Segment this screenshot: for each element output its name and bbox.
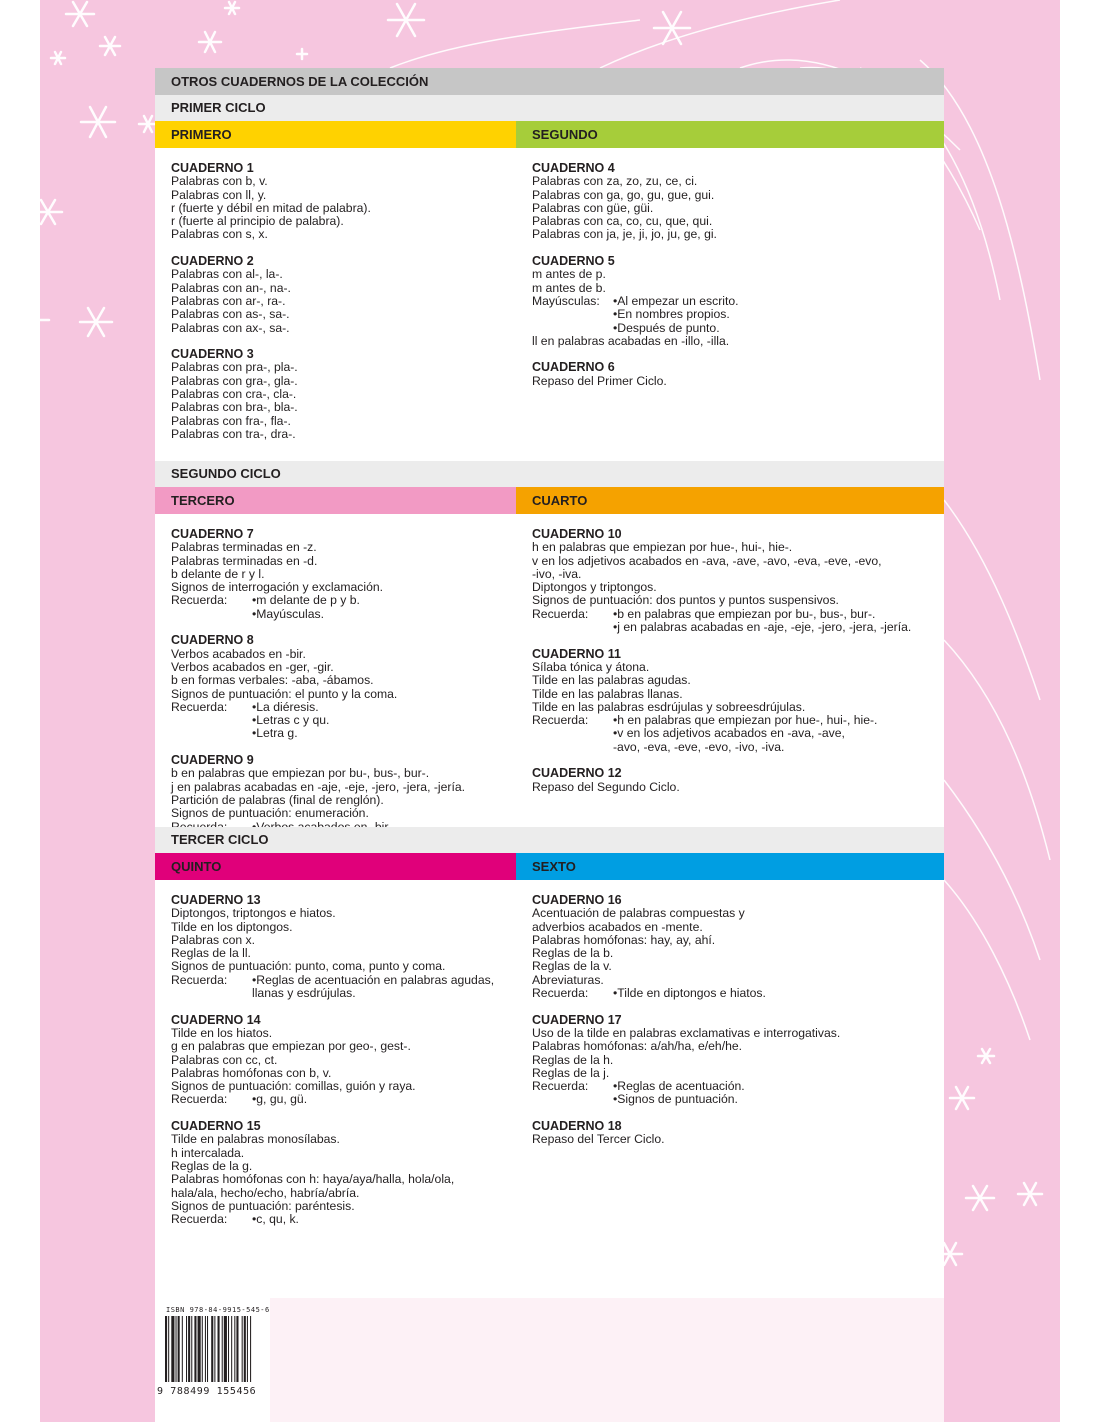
line-text: •Signos de puntuación. [613,1092,738,1107]
cuaderno-title: CUADERNO 15 [171,1119,261,1134]
cuadernos-column-right [516,880,944,1248]
cuaderno-title: CUADERNO 10 [532,527,622,541]
line-text: Palabras con cra-, cla-. [171,387,297,402]
barcode-bar [168,1316,169,1382]
cuaderno-entry [171,634,516,740]
cuaderno-line [171,1040,516,1053]
line-text: •Reglas de acentuación en palabras agudas, [252,972,495,987]
line-text: Diptongos y triptongos. [532,580,657,595]
line-text: Signos de puntuación: el punto y la coma. [171,686,398,701]
line-text: •m delante de p y b. [252,593,360,608]
cuaderno-line [171,202,516,215]
cuaderno-line [171,674,516,687]
cuaderno-line [532,1067,944,1080]
line-text: Palabras terminadas en -z. [171,540,317,555]
cuadernos-columns [155,148,944,461]
line-key: Recuerda: [171,972,228,987]
cuaderno-line [171,215,516,228]
line-text: Reglas de la b. [532,946,614,961]
cuaderno-entry [532,648,944,754]
barcode-bar [178,1316,180,1382]
barcode-bar [211,1316,213,1382]
line-text: Palabras con gra-, gla-. [171,373,298,388]
line-text: •c, qu, k. [252,1212,299,1227]
line-text: Palabras con ca, co, cu, que, qui. [532,214,713,229]
line-text: Signos de puntuación: enumeración. [171,806,369,821]
line-text: Tilde en los diptongos. [171,919,293,934]
cuaderno-line [171,661,516,674]
bottom-strip [270,1298,944,1422]
grade-row [155,121,944,148]
cuaderno-line [171,1133,516,1146]
barcode-bar [191,1316,192,1382]
cuaderno-line [171,701,516,714]
cuaderno-line [532,781,944,794]
grade-label-right: CUARTO [516,487,944,514]
cuaderno-line [532,974,944,987]
barcode-bar [205,1316,206,1382]
cuaderno-line [171,1080,516,1093]
cuaderno-line [532,1054,944,1067]
cuaderno-entry [171,162,516,242]
barcode-bar [224,1316,227,1382]
line-text: h intercalada. [171,1145,245,1160]
barcode-bar [228,1316,229,1382]
collection-header: OTROS CUADERNOS DE LA COLECCIÓN [155,68,944,95]
line-text: m antes de b. [532,280,606,295]
line-text: Tilde en palabras monosílabas. [171,1132,340,1147]
barcode-digits: 9 788499 155456 [157,1386,257,1397]
line-text: Reglas de la j. [532,1065,610,1080]
line-text: •Después de punto. [613,320,720,335]
cuaderno-entry [171,894,516,1000]
line-key: Recuerda: [532,986,589,1001]
line-text: Reglas de la ll. [171,946,251,961]
cuaderno-line [532,308,944,321]
cuaderno-line [532,541,944,554]
isbn-text: ISBN 978-84-9915-545-6 [166,1306,270,1314]
barcode-bar [247,1316,248,1382]
line-text: Tilde en las palabras agudas. [532,673,691,688]
cuaderno-line [171,1027,516,1040]
line-text: Palabras con ll, y. [171,187,267,202]
line-text: Diptongos, triptongos e hiatos. [171,906,336,921]
cuaderno-line [171,974,516,987]
cuaderno-line [532,268,944,281]
grade-row [155,487,944,514]
barcode-bar [231,1316,232,1382]
cuaderno-line [171,1213,516,1226]
cuaderno-line [171,727,516,740]
cuadernos-columns [155,514,944,827]
barcode-bar [176,1316,177,1382]
cuaderno-line [532,934,944,947]
line-text: Palabras con bra-, bla-. [171,400,298,415]
line-text: Signos de interrogación y exclamación. [171,580,384,595]
line-text: Tilde en los hiatos. [171,1025,273,1040]
barcode-icon [165,1316,259,1386]
line-text: Verbos acabados en -ger, -gir. [171,659,334,674]
cuaderno-line [171,794,516,807]
cuaderno-entry [532,1120,944,1147]
line-text: Reglas de la v. [532,959,612,974]
line-text: Reglas de la g. [171,1158,253,1173]
grade-label-left: TERCERO [155,487,516,514]
cuaderno-line [171,960,516,973]
line-text: Palabras terminadas en -d. [171,553,318,568]
cuaderno-line [532,375,944,388]
cuaderno-line [171,415,516,428]
cuaderno-line [171,1054,516,1067]
cuaderno-line [532,175,944,188]
cuaderno-entry [532,162,944,242]
cuaderno-title: CUADERNO 8 [171,633,254,648]
cuaderno-line [532,295,944,308]
cuaderno-line [532,228,944,241]
cuaderno-line [171,401,516,414]
cuaderno-line [532,1080,944,1093]
cuaderno-line [171,1160,516,1173]
cuaderno-line [171,648,516,661]
cuaderno-line [171,767,516,780]
cycle-section [155,461,944,827]
cuaderno-entry [171,348,516,441]
cuaderno-line [171,1147,516,1160]
cuaderno-entry [532,528,944,634]
line-text: ll en palabras acabadas en -illo, -illa. [532,333,730,348]
barcode-area [155,1298,270,1422]
line-text: Palabras con as-, sa-. [171,307,290,322]
line-text: r (fuerte al principio de palabra). [171,214,344,229]
line-text: Verbos acabados en -bir. [171,646,306,661]
line-key: Recuerda: [532,713,589,728]
cuaderno-line [532,701,944,714]
grade-label-left: QUINTO [155,853,516,880]
cuaderno-line [532,282,944,295]
collection-panel [155,68,944,1422]
cuaderno-entry [171,255,516,335]
cuaderno-line [171,1187,516,1200]
cuaderno-title: CUADERNO 13 [171,893,261,907]
cuaderno-line [532,189,944,202]
line-text: •h en palabras que empiezan por hue-, hui-, hie-. [613,713,878,728]
barcode-bar [202,1316,203,1382]
cuaderno-title: CUADERNO 6 [532,360,615,375]
cycle-section [155,95,944,461]
cuaderno-line [532,1027,944,1040]
cuaderno-line [171,189,516,202]
line-text: Palabras con za, zo, zu, ce, ci. [532,174,698,189]
line-text: Signos de puntuación: punto, coma, punto y coma. [171,959,446,974]
line-text: Repaso del Primer Ciclo. [532,373,667,388]
cuaderno-line [171,555,516,568]
barcode-bar [198,1316,201,1382]
line-text: b en formas verbales: -aba, -ábamos. [171,673,374,688]
cuaderno-line [532,215,944,228]
barcode-bar [234,1316,235,1382]
line-text: h en palabras que empiezan por hue-, hui-, hie-. [532,540,793,555]
cuaderno-line [532,594,944,607]
cycle-title: SEGUNDO CICLO [155,461,944,487]
line-text: b delante de r y l. [171,566,265,581]
line-text: •Letra g. [252,726,298,741]
line-text: Palabras con ga, go, gu, gue, gui. [532,187,715,202]
cuaderno-line [171,921,516,934]
cuaderno-line [171,568,516,581]
line-text: Palabras homófonas con h: haya/aya/halla, hola/ola, [171,1172,455,1187]
cycles-container [155,95,944,1248]
cuaderno-line [532,661,944,674]
barcode-bar [188,1316,190,1382]
cuaderno-line [532,741,944,754]
cuaderno-line [532,727,944,740]
barcode-bar [214,1316,215,1382]
line-text: •Reglas de acentuación. [613,1079,745,1094]
cuaderno-line [171,541,516,554]
line-text: •j en palabras acabadas en -aje, -eje, -jero, -jera, -jería. [613,620,912,635]
line-text: Palabras con an-, na-. [171,280,291,295]
cuaderno-line [532,921,944,934]
line-text: •Tilde en diptongos e hiatos. [613,986,766,1001]
grade-row [155,853,944,880]
line-text: •En nombres propios. [613,307,730,322]
line-text: Palabras con s, x. [171,227,268,242]
line-text: r (fuerte y débil en mitad de palabra). [171,200,371,215]
cuaderno-line [532,202,944,215]
cuaderno-line [171,987,516,1000]
cuaderno-title: CUADERNO 17 [532,1012,622,1027]
cuaderno-line [532,322,944,335]
cuaderno-line [171,934,516,947]
cuaderno-line [171,907,516,920]
line-text: Signos de puntuación: paréntesis. [171,1198,355,1213]
line-text: Abreviaturas. [532,972,604,987]
grade-label-left: PRIMERO [155,121,516,148]
cuaderno-title: CUADERNO 3 [171,347,254,362]
cuaderno-line [532,947,944,960]
line-text: •La diéresis. [252,699,319,714]
cuaderno-title: CUADERNO 16 [532,893,622,907]
cuaderno-line [532,674,944,687]
cuaderno-line [171,594,516,607]
barcode-bar [165,1316,167,1382]
cuaderno-line [171,361,516,374]
line-text: Palabras con cc, ct. [171,1052,278,1067]
line-text: Palabras con güe, güi. [532,200,654,215]
cycle-title: TERCER CICLO [155,827,944,853]
cuaderno-title: CUADERNO 2 [171,254,254,269]
line-text: Palabras con al-, la-. [171,267,283,282]
cuaderno-line [171,375,516,388]
barcode-bar [218,1316,220,1382]
line-text: Palabras con pra-, pla-. [171,360,298,375]
line-text: Palabras con x. [171,932,256,947]
cuaderno-line [171,322,516,335]
cuaderno-line [171,947,516,960]
line-text: •g, gu, gü. [252,1092,308,1107]
line-text: Palabras con ax-, sa-. [171,320,290,335]
line-text: •Letras c y qu. [252,713,330,728]
line-text: Repaso del Segundo Ciclo. [532,779,680,794]
cuadernos-column-left [155,880,516,1248]
cuaderno-line [171,1173,516,1186]
line-text: Uso de la tilde en palabras exclamativas e interrogativas. [532,1025,841,1040]
cuaderno-line [171,714,516,727]
line-text: Tilde en las palabras esdrújulas y sobreesdrújulas. [532,699,806,714]
cuadernos-column-left [155,148,516,461]
cuaderno-line [532,1040,944,1053]
cuaderno-line [532,555,944,568]
cuaderno-line [532,987,944,1000]
cuaderno-line [171,688,516,701]
line-text: •b en palabras que empiezan por bu-, bus-, bur-. [613,606,876,621]
line-text: b en palabras que empiezan por bu-, bus-, bur-. [171,766,430,781]
line-text: v en los adjetivos acabados en -ava, -ave, -avo, -eva, -eve, -evo, [532,553,882,568]
cuadernos-columns [155,880,944,1248]
line-text: Palabras con tra-, dra-. [171,426,296,441]
cuaderno-title: CUADERNO 5 [532,254,615,269]
line-text: -avo, -eva, -eve, -evo, -ivo, -iva. [613,739,785,754]
line-text: Partición de palabras (final de renglón). [171,792,384,807]
cuaderno-line [532,1093,944,1106]
line-text: Palabras homófonas: hay, ay, ahí. [532,932,716,947]
cuaderno-line [532,688,944,701]
cuaderno-title: CUADERNO 1 [171,161,254,175]
line-key: Recuerda: [532,1079,589,1094]
cuaderno-line [532,335,944,348]
cuaderno-title: CUADERNO 12 [532,766,622,781]
line-text: Palabras con fra-, fla-. [171,413,291,428]
cuaderno-line [532,1133,944,1146]
cycle-section [155,827,944,1248]
line-text: Palabras homófonas con b, v. [171,1065,332,1080]
barcode-bar [242,1316,243,1382]
line-text: Acentuación de palabras compuestas y [532,906,745,921]
cuaderno-line [171,428,516,441]
grade-label-right: SEXTO [516,853,944,880]
line-text: Repaso del Tercer Ciclo. [532,1132,665,1147]
cuaderno-entry [171,528,516,621]
cuaderno-entry [171,1014,516,1107]
line-text: Reglas de la h. [532,1052,614,1067]
line-text: •Al empezar un escrito. [613,293,739,308]
barcode-bar [236,1316,238,1382]
line-text: adverbios acabados en -mente. [532,919,703,934]
line-text: llanas y esdrújulas. [252,986,356,1001]
barcode-bar [250,1316,251,1382]
line-text: Palabras con b, v. [171,174,268,189]
line-text: Palabras con ar-, ra-. [171,293,286,308]
cuaderno-entry [532,1014,944,1107]
cuaderno-title: CUADERNO 11 [532,646,621,661]
cuaderno-line [171,781,516,794]
barcode-bar [194,1316,196,1382]
barcode-bar [182,1316,183,1382]
cuaderno-line [532,960,944,973]
line-text: j en palabras acabadas en -aje, -eje, -jero, -jera, -jería. [171,779,466,794]
line-key: Recuerda: [171,1092,228,1107]
line-text: g en palabras que empiezan por geo-, gest-. [171,1039,411,1054]
cuadernos-column-left [155,514,516,827]
cuaderno-entry [532,767,944,794]
cuaderno-line [171,308,516,321]
line-key: Mayúsculas: [532,293,600,308]
cuaderno-line [532,621,944,634]
barcode-bar [244,1316,246,1382]
grade-label-right: SEGUNDO [516,121,944,148]
line-text: Palabras homófonas: a/ah/ha, e/eh/he. [532,1039,743,1054]
cycle-title: PRIMER CICLO [155,95,944,121]
line-text: hala/ala, hecho/echo, habría/abría. [171,1185,360,1200]
barcode-bar [186,1316,187,1382]
cuaderno-title: CUADERNO 4 [532,161,615,175]
line-text: •Mayúsculas. [252,606,325,621]
cuaderno-line [171,228,516,241]
barcode-bar [222,1316,223,1382]
line-key: Recuerda: [171,1212,228,1227]
cuaderno-line [171,1093,516,1106]
line-text: Palabras con ja, je, ji, jo, ju, ge, gi. [532,227,717,242]
line-text: Tilde en las palabras llanas. [532,686,683,701]
cuaderno-line [171,1200,516,1213]
line-text: m antes de p. [532,267,606,282]
line-text: Sílaba tónica y átona. [532,659,650,674]
cuaderno-entry [532,361,944,388]
cuaderno-line [171,581,516,594]
cuaderno-line [171,175,516,188]
cuaderno-line [171,608,516,621]
line-key: Recuerda: [171,593,228,608]
cuaderno-line [171,1067,516,1080]
line-text: Signos de puntuación: dos puntos y puntos suspensivos. [532,593,839,608]
cuaderno-title: CUADERNO 7 [171,527,254,541]
cuaderno-line [171,807,516,820]
cuaderno-line [532,714,944,727]
cuaderno-line [171,295,516,308]
cuaderno-line [532,581,944,594]
barcode-bar [207,1316,208,1382]
cuaderno-entry [532,894,944,1000]
cuaderno-line [171,268,516,281]
cuaderno-entry [171,1120,516,1226]
cuadernos-column-right [516,514,944,827]
cuaderno-title: CUADERNO 18 [532,1119,622,1134]
line-text: -ivo, -iva. [532,566,582,581]
barcode-bar [171,1316,174,1382]
line-key: Recuerda: [532,606,589,621]
line-key: Recuerda: [171,699,228,714]
cuaderno-entry [532,255,944,348]
cuaderno-line [532,608,944,621]
cuaderno-title: CUADERNO 14 [171,1012,261,1027]
line-text: •v en los adjetivos acabados en -ava, -ave, [613,726,845,741]
cuadernos-column-right [516,148,944,461]
cuaderno-line [171,282,516,295]
cuaderno-line [171,388,516,401]
cuaderno-title: CUADERNO 9 [171,753,254,768]
cuaderno-line [532,568,944,581]
line-text: Signos de puntuación: comillas, guión y raya. [171,1079,416,1094]
cuaderno-line [532,907,944,920]
